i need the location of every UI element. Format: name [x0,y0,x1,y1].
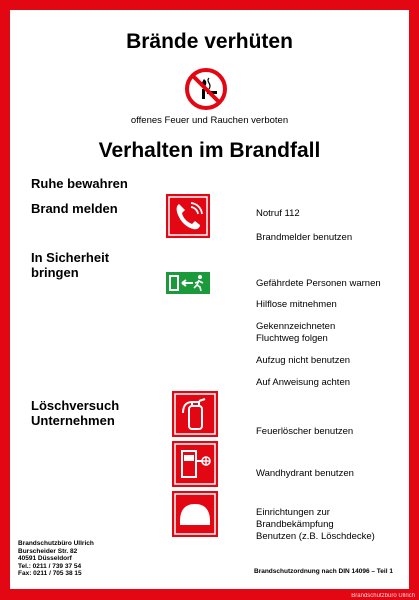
warn-persons-text: Gefährdete Personen warnen [256,278,381,289]
devices-line3: Benutzen (z.B. Löschdecke) [256,531,375,542]
heading-extinguish-line2: Unternehmen [31,413,115,428]
emergency-call-text: Notruf 112 [256,208,300,219]
footer-address [18,540,94,578]
footer-city: 40591 Düsseldorf [18,555,72,562]
fire-extinguisher-icon [172,391,218,437]
footer-phone: Tel.: 0211 / 739 37 54 [18,562,82,570]
marked-route-line1: Gekennzeichneten [256,321,336,332]
heading-report-fire: Brand melden [31,201,118,216]
no-smoking-icon [184,67,228,111]
fire-alarm-text: Brandmelder benutzen [256,232,353,243]
title-fire-behavior: Verhalten im Brandfall [98,139,321,162]
no-elevator-text: Aufzug nicht benutzen [256,355,351,366]
use-hydrant-text: Wandhydrant benutzen [256,468,354,479]
footer-norm: Brandschutzordnung nach DIN 14096 – Teil 1 [254,568,393,575]
use-extinguisher-text: Feuerlöscher benutzen [256,426,354,437]
sign-content [10,10,409,589]
devices-line2: Brandbekämpfung [256,519,334,530]
heading-extinguish-line1: Löschversuch [31,398,120,413]
heading-stay-calm: Ruhe bewahren [31,176,128,191]
emergency-exit-icon [166,272,210,294]
marked-route-line2: Fluchtweg folgen [256,333,328,344]
no-fire-caption: offenes Feuer und Rauchen verboten [130,115,289,126]
heading-get-safe-line1: In Sicherheit [31,250,110,265]
footer-fax: Fax: 0211 / 705 38 15 [18,570,82,577]
footer-company: Brandschutzbüro Ullrich [18,540,94,547]
take-helpless-text: Hilflose mitnehmen [256,299,337,310]
telephone-icon [166,194,210,238]
fire-blanket-icon [172,491,218,537]
heading-get-safe-line2: bringen [31,265,79,280]
devices-line1: Einrichtungen zur [256,507,330,518]
wall-hydrant-icon [172,441,218,487]
follow-instructions-text: Auf Anweisung achten [256,377,351,388]
title-prevent-fires: Brände verhüten [126,30,293,53]
watermark: Brandschutzbüro Ullrich [351,593,415,599]
footer-street: Burscheider Str. 82 [18,547,78,555]
